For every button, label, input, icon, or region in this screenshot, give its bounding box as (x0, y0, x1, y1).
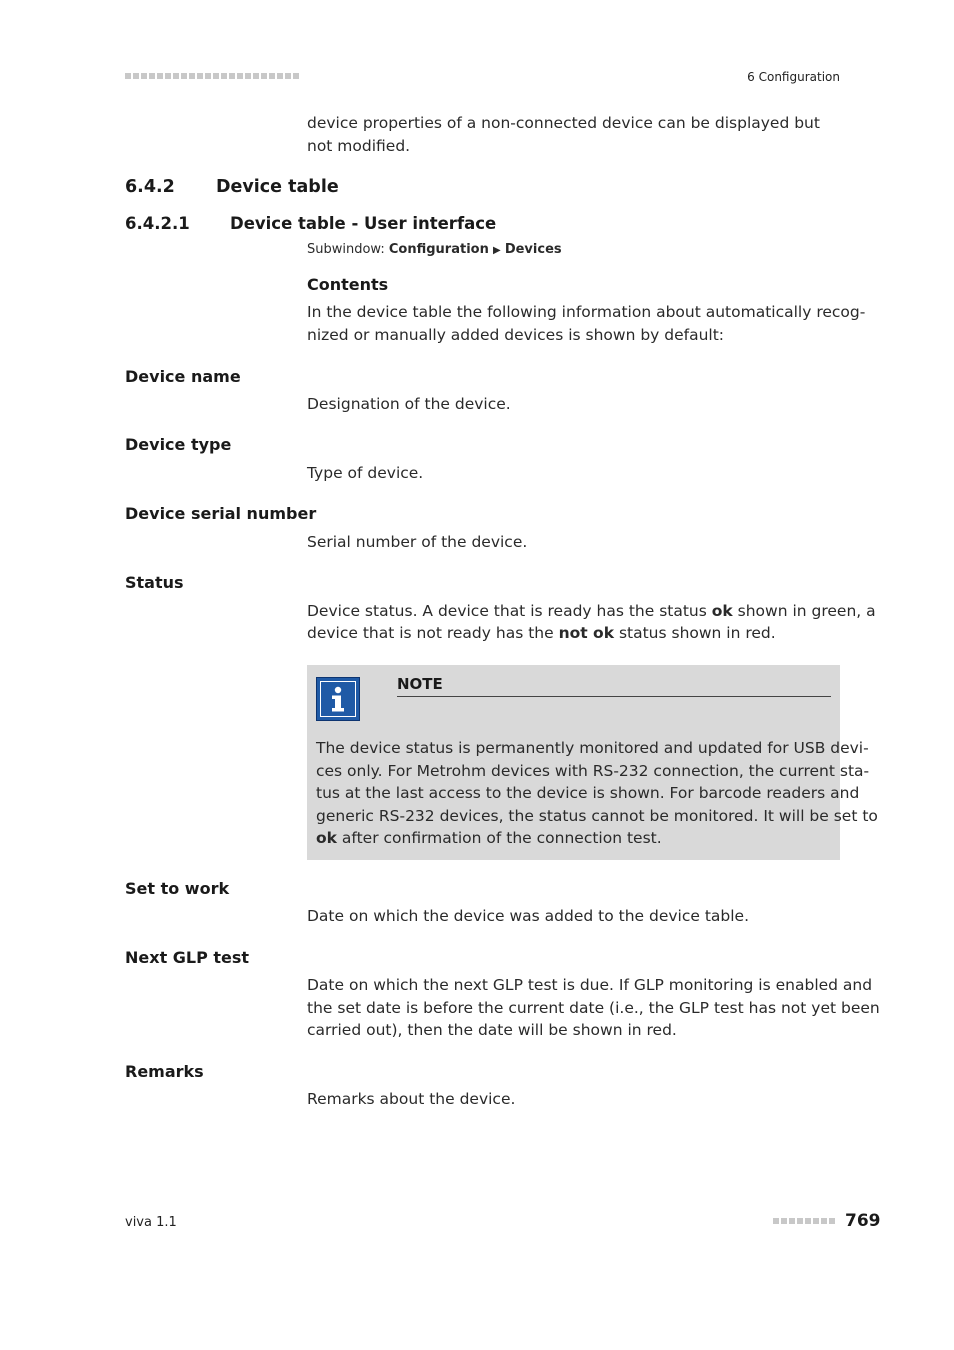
section-title: Device table (216, 177, 339, 197)
subsection-number: 6.4.2.1 (125, 214, 190, 233)
desc-status-line-2 (307, 622, 776, 645)
term-set-to-work: Set to work (125, 879, 230, 898)
term-device-name: Device name (125, 367, 241, 386)
subwindow-path-configuration: Configuration (388, 242, 489, 257)
intro-paragraph (307, 112, 827, 157)
subwindow-path (307, 242, 562, 257)
desc-device-serial-number: Serial number of the device. (307, 533, 528, 551)
desc-status-line-1 (307, 600, 876, 623)
note-line-3: tus at the last access to the device is shown. For barcode readers and (316, 784, 860, 802)
desc-device-type: Type of device. (307, 464, 424, 482)
desc-next-glp-test-line-1: Date on which the next GLP test is due. If GLP monitoring is enabled and (307, 976, 873, 994)
note-title: NOTE (397, 675, 443, 693)
info-icon (316, 677, 360, 721)
subwindow-path-devices: Devices (504, 242, 562, 257)
desc-next-glp-test-line-3: carried out), then the date will be shown in red. (307, 1021, 677, 1039)
desc-status-text-a: Device status. A device that is ready has the status (307, 602, 712, 620)
note-line-1: The device status is permanently monitored and updated for USB devi- (316, 739, 869, 757)
desc-next-glp-test-line-2: the set date is before the current date (i.e., the GLP test has not yet been (307, 999, 880, 1017)
desc-remarks: Remarks about the device. (307, 1090, 516, 1108)
contents-line-2: nized or manually added devices is shown by default: (307, 326, 725, 344)
term-remarks: Remarks (125, 1062, 204, 1081)
page-number: 769 (845, 1211, 881, 1231)
path-separator-icon: ▶ (492, 245, 501, 256)
intro-text: device properties of a non-connected device can be displayed but not modified. (307, 114, 820, 155)
note-ok-label: ok (316, 829, 337, 847)
desc-set-to-work: Date on which the device was added to the device table. (307, 907, 750, 925)
section-number: 6.4.2 (125, 177, 175, 197)
note-divider (397, 696, 831, 697)
note-line-4: generic RS-232 devices, the status cannot be monitored. It will be set to (316, 807, 878, 825)
footer-decoration (773, 1218, 835, 1224)
term-status: Status (125, 573, 184, 592)
subwindow-label: Subwindow: (307, 242, 385, 257)
contents-heading: Contents (307, 275, 389, 294)
term-device-serial-number: Device serial number (125, 504, 317, 523)
note-box (307, 665, 878, 860)
footer-product: viva 1.1 (125, 1215, 177, 1230)
note-line-2: ces only. For Metrohm devices with RS-232 connection, the current sta- (316, 762, 870, 780)
note-line-5 (316, 827, 662, 850)
contents-line-1: In the device table the following information about automatically recog- (307, 303, 866, 321)
term-next-glp-test: Next GLP test (125, 948, 250, 967)
term-device-type: Device type (125, 435, 232, 454)
desc-status-text-d: device that is not ready has the (307, 624, 559, 642)
desc-status-text-c: shown in green, a (732, 602, 876, 620)
desc-device-name: Designation of the device. (307, 395, 511, 413)
status-ok-label: ok (711, 602, 733, 620)
header-decoration (125, 73, 299, 79)
subsection-title: Device table - User interface (230, 214, 497, 233)
note-line-5-rest: after confirmation of the connection test. (336, 829, 662, 847)
header-chapter: 6 Configuration (747, 70, 840, 84)
status-not-ok-label: not ok (558, 624, 615, 642)
desc-status-text-f: status shown in red. (614, 624, 776, 642)
